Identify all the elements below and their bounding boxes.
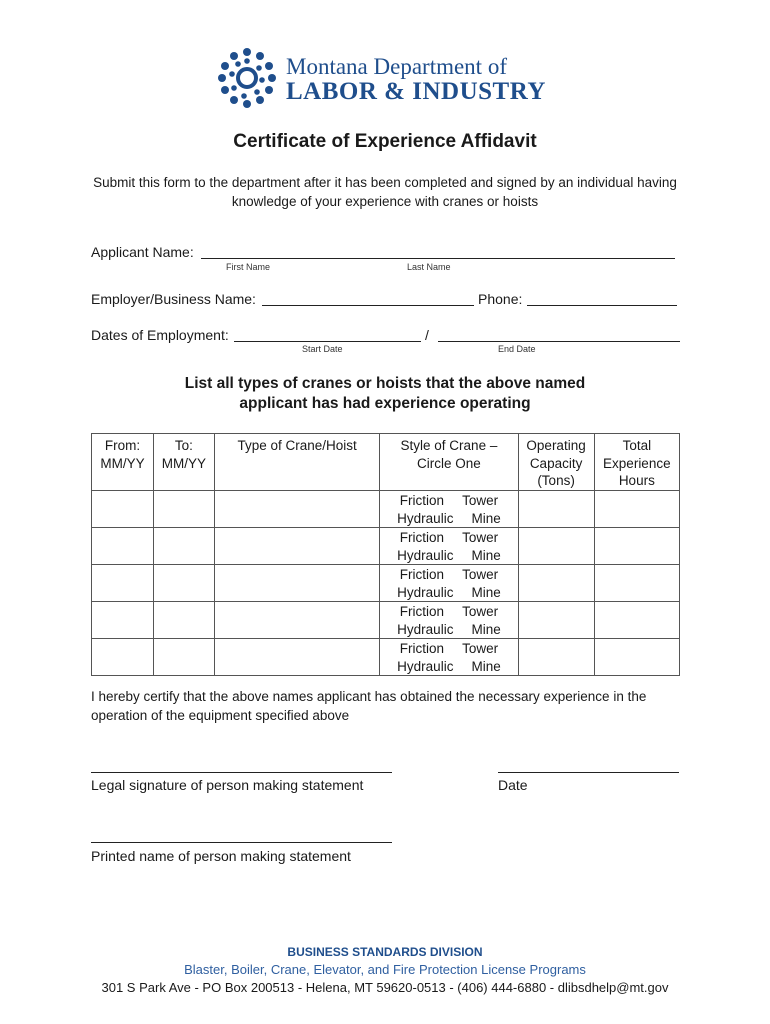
hours-cell[interactable]	[594, 491, 679, 528]
style-cell	[380, 565, 518, 602]
header-capacity	[518, 434, 594, 491]
style-cell	[380, 528, 518, 565]
phone-label: Phone:	[478, 291, 523, 307]
hours-cell[interactable]	[594, 565, 679, 602]
signature-field[interactable]	[91, 772, 392, 773]
capacity-cell[interactable]	[518, 491, 594, 528]
option-friction[interactable]: Friction	[399, 530, 445, 545]
to-cell[interactable]	[153, 602, 214, 639]
footer-division: BUSINESS STANDARDS DIVISION	[287, 945, 483, 959]
to-cell[interactable]	[153, 528, 214, 565]
gear-emblem-icon	[216, 46, 278, 110]
option-friction[interactable]: Friction	[399, 567, 445, 582]
printed-name-label: Printed name of person making statement	[91, 848, 351, 864]
option-mine[interactable]: Mine	[471, 658, 501, 674]
section-heading-line1: List all types of cranes or hoists that the above named	[184, 375, 586, 392]
start-date-field[interactable]	[234, 341, 421, 342]
to-cell[interactable]	[153, 565, 214, 602]
header-type	[214, 434, 380, 491]
option-tower[interactable]: Tower	[462, 604, 499, 619]
from-cell[interactable]	[92, 602, 154, 639]
type-cell[interactable]	[214, 639, 380, 676]
table-row	[92, 565, 680, 602]
option-friction[interactable]: Friction	[399, 641, 445, 656]
option-mine[interactable]: Mine	[471, 510, 501, 526]
style-cell	[380, 602, 518, 639]
style-cell	[380, 491, 518, 528]
applicant-name-label: Applicant Name:	[91, 244, 194, 260]
experience-section-heading	[100, 374, 670, 414]
header-hours-line1: Total	[622, 438, 652, 453]
page-title: Certificate of Experience Affidavit	[233, 131, 537, 152]
section-heading-line2: applicant has had experience operating	[239, 395, 531, 412]
header-from	[92, 434, 154, 491]
header-capacity-line1: Operating	[526, 438, 586, 453]
first-name-hint: First Name	[226, 262, 271, 272]
table-header-row	[92, 434, 680, 491]
option-tower[interactable]: Tower	[462, 641, 499, 656]
last-name-hint: Last Name	[407, 262, 451, 272]
experience-table	[91, 433, 680, 676]
type-cell[interactable]	[214, 528, 380, 565]
hours-cell[interactable]	[594, 528, 679, 565]
option-hydraulic[interactable]: Hydraulic	[397, 584, 454, 600]
option-mine[interactable]: Mine	[471, 621, 501, 637]
employer-label: Employer/Business Name:	[91, 291, 256, 307]
option-friction[interactable]: Friction	[399, 493, 445, 508]
option-hydraulic[interactable]: Hydraulic	[397, 621, 454, 637]
to-cell[interactable]	[153, 639, 214, 676]
table-row	[92, 528, 680, 565]
footer-programs: Blaster, Boiler, Crane, Elevator, and Fire Protection License Programs	[184, 962, 586, 977]
end-date-field[interactable]	[438, 341, 680, 342]
footer-address: 301 S Park Ave - PO Box 200513 - Helena, MT 59620-0513 - (406) 444-6880 - dlibsdhelp@mt.gov	[101, 980, 669, 995]
header-to-line2: MM/YY	[161, 455, 207, 471]
table-row	[92, 602, 680, 639]
header-hours	[594, 434, 679, 491]
type-cell[interactable]	[214, 565, 380, 602]
signature-label: Legal signature of person making statement	[91, 777, 364, 793]
style-cell	[380, 639, 518, 676]
from-cell[interactable]	[92, 639, 154, 676]
capacity-cell[interactable]	[518, 602, 594, 639]
option-friction[interactable]: Friction	[399, 604, 445, 619]
printed-name-field[interactable]	[91, 842, 392, 843]
hours-cell[interactable]	[594, 639, 679, 676]
option-hydraulic[interactable]: Hydraulic	[397, 547, 454, 563]
table-row	[92, 491, 680, 528]
capacity-cell[interactable]	[518, 565, 594, 602]
type-cell[interactable]	[214, 602, 380, 639]
hours-cell[interactable]	[594, 602, 679, 639]
from-cell[interactable]	[92, 528, 154, 565]
table-row	[92, 639, 680, 676]
header-capacity-line3: (Tons)	[537, 473, 575, 488]
header-style	[380, 434, 518, 491]
end-date-hint: End Date	[498, 344, 536, 354]
date-field[interactable]	[498, 772, 679, 773]
header-from-line1: From:	[104, 438, 141, 453]
dates-label: Dates of Employment:	[91, 327, 229, 343]
employer-field[interactable]	[262, 305, 474, 306]
header-hours-line2: Experience	[603, 455, 671, 471]
date-label: Date	[498, 777, 528, 793]
header-to	[153, 434, 214, 491]
logo-text-line2: LABOR & INDUSTRY	[286, 78, 546, 105]
department-logo	[216, 46, 556, 110]
option-hydraulic[interactable]: Hydraulic	[397, 510, 454, 526]
from-cell[interactable]	[92, 491, 154, 528]
option-mine[interactable]: Mine	[471, 547, 501, 563]
header-to-line1: To:	[174, 438, 193, 453]
header-style-line2: Circle One	[417, 455, 481, 471]
option-hydraulic[interactable]: Hydraulic	[397, 658, 454, 674]
header-hours-line3: Hours	[618, 473, 655, 488]
to-cell[interactable]	[153, 491, 214, 528]
header-from-line2: MM/YY	[100, 455, 145, 471]
certification-statement: I hereby certify that the above names applicant has obtained the necessary experience in the operation of the equipment specified above	[91, 689, 647, 723]
option-tower[interactable]: Tower	[462, 493, 499, 508]
applicant-name-field[interactable]	[201, 258, 675, 259]
header-capacity-line2: Capacity	[529, 455, 583, 471]
phone-field[interactable]	[527, 305, 677, 306]
header-style-line1: Style of Crane –	[400, 438, 498, 453]
option-mine[interactable]: Mine	[471, 584, 501, 600]
form-instructions: Submit this form to the department after it has been completed and signed by an individual having knowledge of your experience with cranes or hoists	[93, 175, 677, 209]
date-separator: /	[425, 327, 429, 343]
from-cell[interactable]	[92, 565, 154, 602]
header-type-label: Type of Crane/Hoist	[237, 438, 357, 453]
option-tower[interactable]: Tower	[462, 530, 499, 545]
option-tower[interactable]: Tower	[462, 567, 499, 582]
capacity-cell[interactable]	[518, 528, 594, 565]
type-cell[interactable]	[214, 491, 380, 528]
capacity-cell[interactable]	[518, 639, 594, 676]
start-date-hint: Start Date	[302, 344, 343, 354]
logo-text-line1: Montana Department of	[286, 54, 507, 79]
